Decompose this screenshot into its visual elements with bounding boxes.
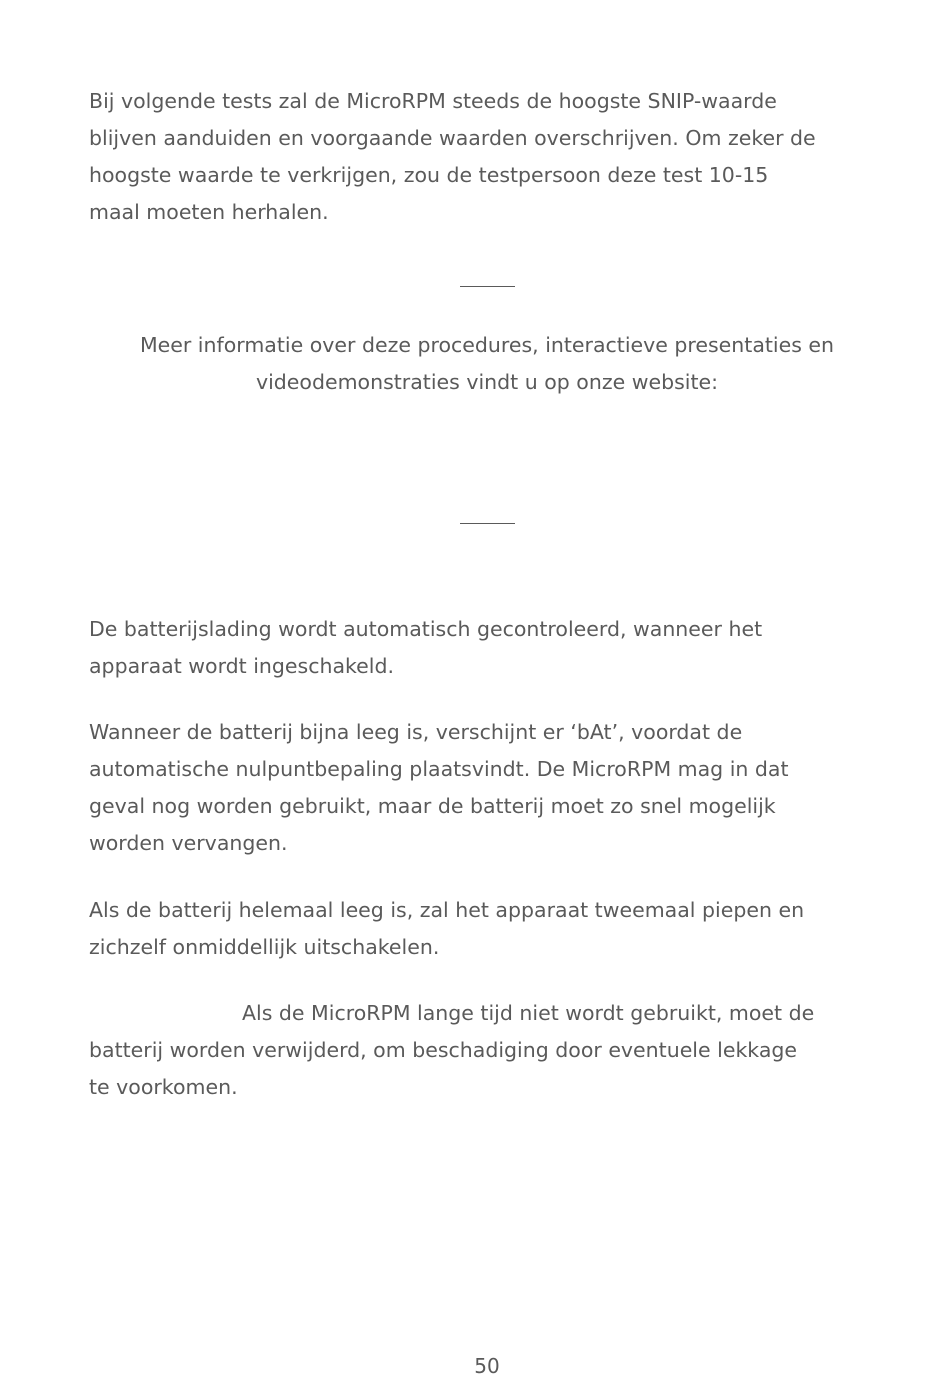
intro-paragraph: Bij volgende tests zal de MicroRPM steeds de hoogste SNIP-waarde blijven aanduiden en voorgaande waarden overschrijven. Om zeker de hoogste waarde te verkrijgen, zou de testpersoon deze test 10-15 maal moeten herhalen.	[89, 89, 816, 224]
battery-remove-paragraph: Als de MicroRPM lange tijd niet wordt gebruikt, moet de batterij worden verwijderd, om beschadiging door eventuele lekkage te voorkomen.	[89, 1001, 815, 1099]
page-number: 50	[474, 1354, 500, 1378]
divider-top	[460, 286, 515, 287]
battery-low-paragraph: Wanneer de batterij bijna leeg is, verschijnt er ‘bAt’, voordat de automatische nulpuntbepaling plaatsvindt. De MicroRPM mag in dat geval nog worden gebruikt, maar de batterij moet zo snel mogelijk worden vervangen.	[89, 720, 789, 855]
battery-check-paragraph: De batterijslading wordt automatisch gecontroleerd, wanneer het apparaat wordt ingeschakeld.	[89, 617, 763, 678]
divider-bottom	[460, 523, 515, 524]
battery-empty-paragraph: Als de batterij helemaal leeg is, zal het apparaat tweemaal piepen en zichzelf onmiddellijk uitschakelen.	[89, 898, 805, 959]
website-info-text: Meer informatie over deze procedures, interactieve presentaties en videodemonstraties vindt u op onze website:	[139, 333, 835, 394]
